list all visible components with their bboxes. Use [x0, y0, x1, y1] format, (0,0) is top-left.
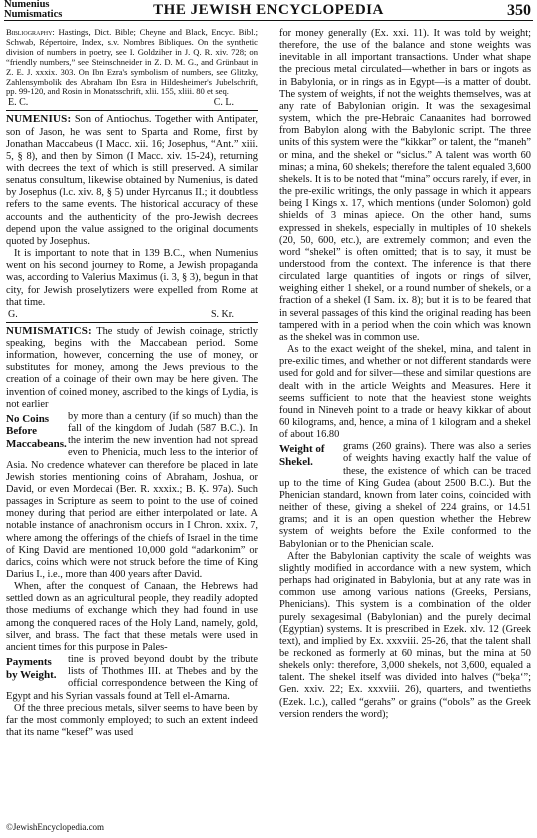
numenius-text-1: Son of Antiochus. Together with Antipater, son of Jason, he was sent to Sparta and Rome, first by Jonathan Maccabeus (I Macc. xii. 16; Josephus, “Ant.” xiii. 5, § 8), and then by Simon (I Macc. xiv. 15-24), returning with decrees the text of which is still preserved. A similar senatus consultum, likewise obtained by Numenius, is dated by Josephus (l.c. xiv. 8, § 5) under Hyrcanus II.; it doubtless refers to the same events. The historical accuracy of these accounts and the authenticity of the pro-Jewish decrees depend upon the value assigned to the original documents quoted by Josephus.	[6, 114, 258, 247]
right-column	[279, 28, 531, 814]
running-head-first: Numenius	[4, 0, 50, 10]
page-number: 350	[507, 2, 531, 19]
side-heading-weight-of-shekel: Weight of Shekel.	[279, 443, 325, 468]
side-heading-no-coins: No Coins Before Maccabeans.	[6, 412, 67, 450]
right-text-2b: grams (260 grains). There was also a series of weights having exactly half the value of these, the existence of which can be traced up to the time of King Gudea (about 2500 B.C.). But the Phenician standard, known from later coins, coincided with neither of these, giving a shekel of 224 grains, or 14.51 grams; and it is an open question whether the Hebrew system of weights before the Exile conformed to the Babylonian or to the Phenician scale.	[279, 441, 531, 550]
page-header	[4, 0, 533, 21]
numismatics-text-2b: tine is proved beyond doubt by the tribute lists of Thothmes III. at Thebes and by the official correspondence between the King of Egypt and his Syrian vassals found at Tell el-Amarna.	[6, 654, 258, 702]
numenius-text-2: It is important to note that in 139 B.C., when Numenius went on his second journey to Rome, a Jewish propaganda was, according to Valerius Maximus (i. 3, § 3), begun in that city, for Jewish proselytizers were expelled from Rome at that time.	[6, 248, 258, 308]
right-text-1: for money generally (Ex. xxi. 11). It was told by weight; therefore, the use of the balance and stone weights was inevitable in all important transactions. Under what shape the precious metal circulated—whether in bars or ingots as in Babylonia, or in rings as in Egypt—is a matter of doubt. The system of weights, if not the weights themselves, was at any rate of Babylonian origin. It was the sexagesimal system, which the pre-Hebraic Canaanites had borrowed from Babylon along with the Babylonic script. The three units of this system were the “kikkar” or talent, the “maneh” or mina, and the shekel or “siclus.” A talent was worth 60 minas; a mina, 60 shekels; therefore the talent equaled 3,600 shekels. It is to be noted that “mina” occurs rarely, if ever, in the pre-exilic writings, the only passage in which it appears being I Kings x. 17, which mentions (under Solomon) gold shields of 3 minas apiece. On the other hand, sums expressed in shekels, especially in multiples of 10 shekels (20, 50, 600, etc.), are extremely common; and even the word “shekel” is often omitted; that is to say, it must be understood from the context. The inference is that there circulated large quantities of ingots or rings of silver, weighing either 1 shekel, or a round number of shekels, or a fraction of a shekel (I Sam. ix. 8); but it is to be feared that in several passages of this kind the original reading has been tampered with in a period when the coin which was known as the shekel was in common use.	[279, 28, 531, 343]
numenius-title: NUMENIUS:	[6, 113, 72, 126]
running-head-second: Numismatics	[4, 9, 63, 20]
numismatics-title: NUMISMATICS:	[6, 324, 92, 337]
signature-right: S. Kr.	[210, 308, 234, 320]
signature-right: C. L.	[213, 97, 234, 109]
bibliography-text: Hastings, Dict. Bible; Cheyne and Black, Encyc. Bibl.; Schwab, Répertoire, Index, s.v. Nombres Bibliques. On the synthetic division of numbers in poetry, see I. Goldziher in J. Q. R. xiv. 728; on “friendly numbers,” see Steinschneider in Z. D. M. G., and Grünbaut in Z. E. J. xxxix. 303. On Ibn Ezra's symbolism of numbers, see Glitzky, Zahlensymbolik des Abraham Ibn Esra in Hildesheimer's Jubelschrift, pp. 99-120, and Rosin in Monatsschrift, xlii. 155, xliii. 80 et seq.	[6, 28, 258, 97]
right-paragraph-1	[279, 28, 531, 344]
signature-left: E. C.	[8, 97, 29, 109]
numismatics-text-3: Of the three precious metals, silver seems to have been by far the most commonly employed; to such an extent indeed that its name “kesef” was used	[6, 702, 258, 738]
article-divider	[6, 110, 258, 111]
article-divider	[6, 322, 258, 323]
numismatics-paragraph-1	[6, 325, 258, 411]
numismatics-paragraph-3	[6, 703, 258, 739]
right-text-3: After the Babylonian captivity the scale of weights was slightly modified in accordance with a new system, which perhaps had originated in Babylonia, but at any rate was in common use among various nations (Greeks, Persians, Phenicians). This system is a combination of the older purely sexagesimal (Babylonian) and the purely decimal (Egyptian) systems. It is prescribed in Ezek. xlv. 12 (Greek text), and implied by Ex. xxxviii. 25-26, that the talent shall be reckoned as formerly at 60 minas, but the mina at 50 shekels only: therefore, 3,000 shekels, not 3,600, equaled a talent. The shekel itself was divided into halves (“beḳa‘”; Gen. xxiv. 22; Ex. xxxviii. 26), quarters, and twentieths (Ezek. l.c.), called “gerahs” or grains (“obols” as the Greek version renders the word);	[279, 550, 531, 720]
footer-credit: ©JewishEncyclopedia.com	[6, 822, 105, 832]
left-column	[6, 28, 258, 814]
numismatics-paragraph-2	[6, 581, 258, 654]
bibliography-label: Bibliography:	[6, 28, 55, 37]
numenius-paragraph-2	[6, 248, 258, 309]
numismatics-text-1a: The study of Jewish coinage, strictly speaking, begins with the Maccabean period. Some information, however, concerning the use of money, or substitutes for money, among the Jews previous to the creation of a coinage of their own may be here given. The invention of coined money, ascribed to the kings of Lydia, is not earlier	[6, 325, 258, 410]
right-paragraph-2	[279, 344, 531, 441]
right-paragraph-3	[279, 551, 531, 721]
signature-left: G.	[8, 308, 18, 320]
signature-numenius	[6, 309, 258, 320]
journal-title: THE JEWISH ENCYCLOPEDIA	[153, 2, 384, 18]
numismatics-text-2a: When, after the conquest of Canaan, the Hebrews had settled down as an agricultural people, they readily adopted those mediums of exchange which they had found in use among the conquered races of the Holy Land, namely, gold, silver, and brass. The fact that these metals were used in ancient times for this purpose in Pales-	[6, 581, 258, 653]
right-text-2a: As to the exact weight of the shekel, mina, and talent in pre-exilic times, and whether or not different standards were used for gold and for silver—these and similar questions are dealt with in the article Weights and Measures. Here it seems sufficient to note that the heaviest stone weights found in Nineveh point to a trade or heavy kikkar of about 60 kilograms, and, hence, a mina of 1 kilogram and a shekel of about 16.80	[279, 344, 531, 441]
signature-numbers	[6, 97, 258, 108]
numenius-paragraph-1	[6, 113, 258, 248]
numismatics-text-1b: by more than a century (if so much) than the fall of the kingdom of Judah (587 B.C.). In the interim the new invention had not spread even to Phenicia, much less to the interior of Asia. No credence whatever can therefore be placed in late Jewish stories mentioning coins of Abraham, Joshua, or David, or even Mordecai (Ber. R. xxxix.; B. Ḳ. 97a). Such passages in Scripture as seem to point to the use of coined money during that period are either interpolated or late. A notable instance of anachronism occurs in I Chron. xxix. 7, where among the offerings of the chiefs of Israel in the time of King David are mentioned 10,000 gold “adarkonim” or darics, coins which were not struck before the time of King Darius I., i.e., more than 400 years after David.	[6, 410, 258, 580]
side-heading-payments: Payments by Weight.	[6, 656, 57, 681]
bibliography	[6, 28, 258, 97]
